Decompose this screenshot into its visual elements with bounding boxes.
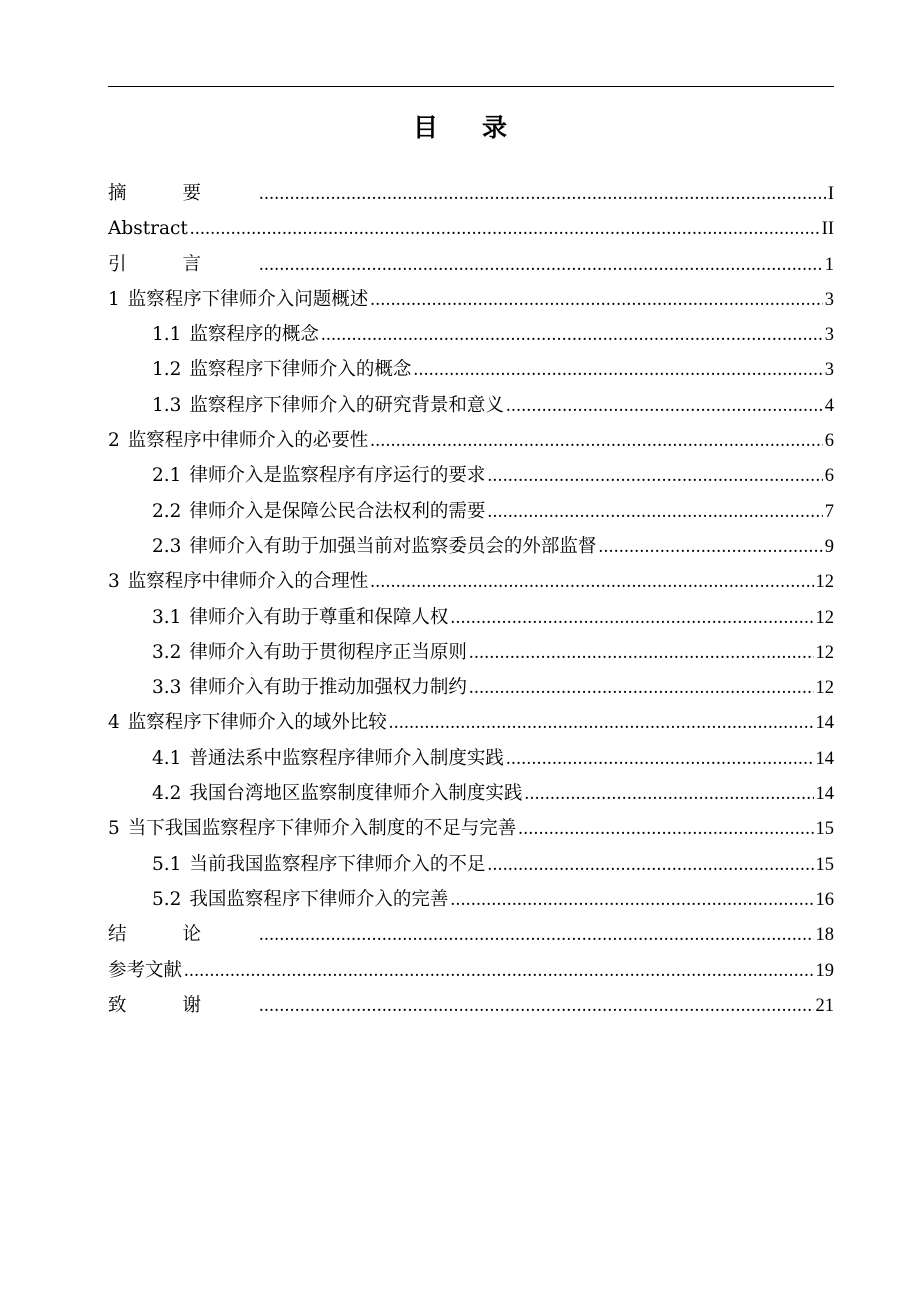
toc-entry-number: 3.3 [152,677,182,699]
dot-leader [413,353,822,388]
dot-leader [259,989,813,1024]
toc-entry-page-number: 12 [815,607,834,628]
toc-entry-page-number: 4 [824,395,834,416]
dot-leader [469,636,814,671]
toc-entry-number: 4.2 [152,783,182,805]
dot-leader [487,495,822,530]
toc-entry-label: 律师介入有助于贯彻程序正当原则 [189,641,467,663]
toc-entry-label: 普通法系中监察程序律师介入制度实践 [189,747,504,769]
toc-entry-number: 5.2 [152,888,182,910]
toc-entry-page-number: 16 [815,889,834,910]
toc-entry-number: 4 [108,712,120,734]
toc-entry[interactable] [108,882,834,917]
toc-entry-label: 当前我国监察程序下律师介入的不足 [189,853,486,875]
toc-entry-number: 3.1 [152,606,182,628]
table-of-contents [108,176,834,1023]
toc-entry-label: 监察程序的概念 [189,324,319,346]
dot-leader [190,212,820,247]
toc-entry-number: 2.2 [152,500,182,522]
toc-entry-label: 结论 [108,924,258,946]
toc-entry[interactable] [108,352,834,387]
dot-leader [259,177,826,212]
toc-entry-label: 监察程序下律师介入的域外比较 [127,712,387,734]
toc-entry-page-number: 3 [824,360,834,381]
toc-entry[interactable] [108,776,834,811]
dot-leader [259,248,823,283]
toc-entry-number: 2.3 [152,535,182,557]
toc-entry-label: 我国台湾地区监察制度律师介入制度实践 [189,783,523,805]
toc-entry[interactable] [108,635,834,670]
toc-entry[interactable] [108,811,834,846]
toc-entry-label: 致谢 [108,994,258,1016]
toc-entry[interactable] [108,176,834,211]
toc-entry-label: 律师介入有助于推动加强权力制约 [189,677,467,699]
dot-leader [184,954,813,989]
toc-entry-label: 监察程序中律师介入的合理性 [127,571,369,593]
toc-entry-page-number: 14 [815,748,834,769]
toc-entry-label: 监察程序下律师介入的概念 [189,359,412,381]
toc-entry[interactable] [108,988,834,1023]
toc-entry-label: 我国监察程序下律师介入的完善 [189,888,449,910]
dot-leader [370,565,813,600]
toc-entry-number: 5.1 [152,853,182,875]
toc-entry-page-number: 6 [824,466,834,487]
toc-entry-number: 2 [108,430,120,452]
dot-leader [321,318,823,353]
toc-entry-page-number: II [821,219,834,240]
toc-entry-number: 3.2 [152,641,182,663]
dot-leader [487,848,813,883]
dot-leader [389,706,814,741]
toc-entry-label: 监察程序下律师介入问题概述 [127,288,369,310]
toc-entry-number: 1.2 [152,359,182,381]
toc-entry-label: 律师介入有助于尊重和保障人权 [189,606,449,628]
toc-entry[interactable] [108,741,834,776]
toc-entry[interactable] [108,247,834,282]
toc-entry-page-number: 15 [815,854,834,875]
toc-entry-label: 引言 [108,253,258,275]
toc-entry-page-number: 15 [815,819,834,840]
toc-entry-page-number: 3 [824,289,834,310]
toc-entry[interactable] [108,529,834,564]
toc-entry-number: 5 [108,818,120,840]
toc-entry-page-number: I [827,184,834,204]
dot-leader [370,424,822,459]
dot-leader [450,601,813,636]
dot-leader [524,777,813,812]
toc-entry-label: Abstract [108,218,188,240]
toc-entry-page-number: 7 [824,501,834,522]
toc-entry[interactable] [108,211,834,246]
toc-entry[interactable] [108,953,834,988]
toc-entry-label: 律师介入有助于加强当前对监察委员会的外部监督 [189,535,597,557]
toc-entry-number: 1.3 [152,394,182,416]
dot-leader [469,671,814,706]
toc-entry[interactable] [108,317,834,352]
header-rule [108,86,834,87]
toc-entry-page-number: 14 [815,784,834,805]
dot-leader [506,389,823,424]
toc-entry[interactable] [108,388,834,423]
toc-entry-label: 律师介入是监察程序有序运行的要求 [189,465,486,487]
toc-entry-number: 4.1 [152,747,182,769]
toc-entry-page-number: 21 [815,995,834,1016]
toc-entry-page-number: 18 [815,925,834,946]
page-title: 目录 [412,113,551,142]
dot-leader [487,459,822,494]
dot-leader [259,918,813,953]
toc-entry-number: 2.1 [152,465,182,487]
toc-entry[interactable] [108,670,834,705]
toc-entry-page-number: 14 [815,713,834,734]
toc-entry-label: 摘要 [108,183,258,204]
toc-entry-label: 监察程序中律师介入的必要性 [127,430,369,452]
toc-entry-label: 当下我国监察程序下律师介入制度的不足与完善 [127,818,517,840]
toc-entry-page-number: 19 [815,960,834,981]
dot-leader [506,742,814,777]
toc-entry-page-number: 12 [815,678,834,699]
toc-entry[interactable] [108,917,834,952]
dot-leader [598,530,822,565]
toc-entry-label: 律师介入是保障公民合法权利的需要 [189,500,486,522]
toc-entry-page-number: 12 [815,642,834,663]
toc-entry-number: 3 [108,571,120,593]
toc-entry[interactable] [108,458,834,493]
toc-entry[interactable] [108,564,834,599]
toc-entry[interactable] [108,282,834,317]
toc-entry[interactable] [108,494,834,529]
toc-entry-label: 监察程序下律师介入的研究背景和意义 [189,394,504,416]
dot-leader [450,883,813,918]
toc-entry-number: 1 [108,288,120,310]
toc-entry-number: 1.1 [152,324,182,346]
toc-entry-page-number: 3 [824,325,834,346]
toc-entry[interactable] [108,600,834,635]
dot-leader [518,812,813,847]
toc-entry-page-number: 1 [824,254,834,275]
toc-entry-page-number: 6 [824,431,834,452]
toc-entry[interactable] [108,423,834,458]
toc-entry[interactable] [108,705,834,740]
toc-entry[interactable] [108,847,834,882]
toc-entry-page-number: 9 [824,536,834,557]
toc-entry-label: 参考文献 [108,959,183,981]
toc-entry-page-number: 12 [815,572,834,593]
dot-leader [370,283,822,318]
